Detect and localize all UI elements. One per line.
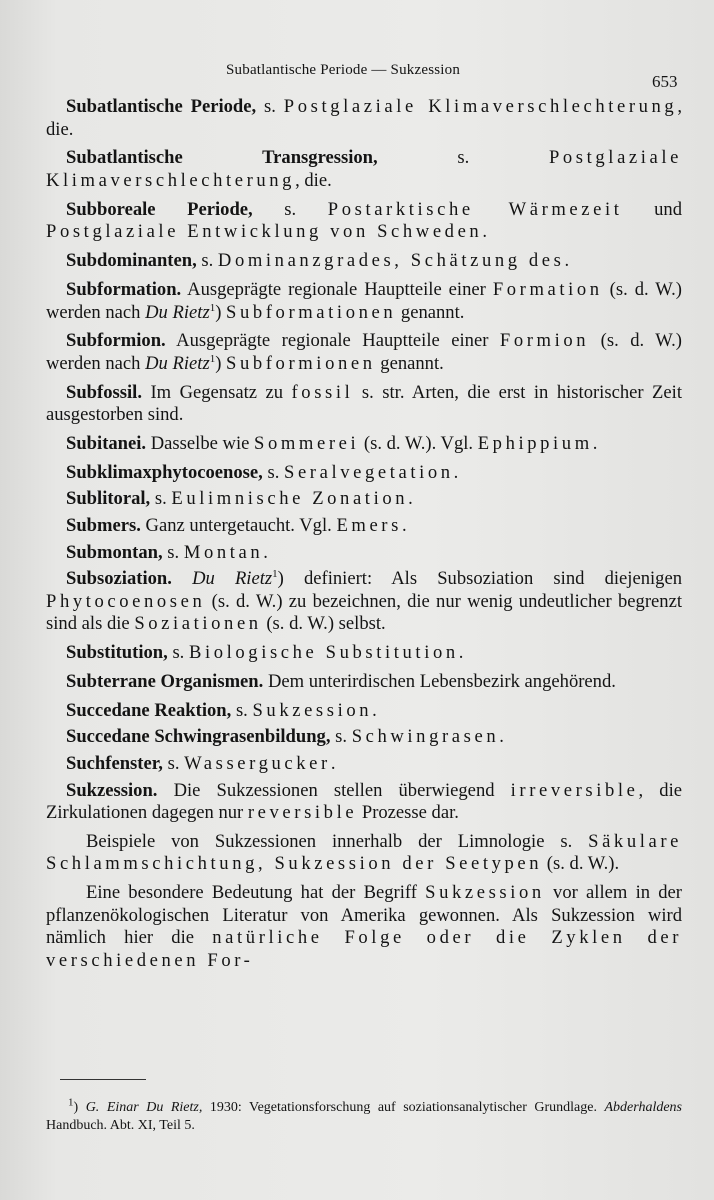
entry-term: Subfossil. (66, 381, 142, 403)
entry-term: Subklimaxphytocoenose, (66, 461, 263, 483)
entry-submers: Submers. Ganz untergetaucht. Vgl. Emers. (66, 515, 407, 536)
spaced-term: Subformionen (226, 352, 376, 374)
entry-subboreale-periode: Subboreale Periode, s. Postarktische Wärmezeit und Postglaziale Entwicklung von Schweden. (46, 198, 682, 243)
spaced-term: Subformationen (226, 301, 397, 323)
entry-substitution: Substitution, s. Biologische Substitution. (66, 642, 464, 664)
cross-reference: Postglaziale Entwicklung von Schweden (46, 221, 483, 243)
footnote-marker: 1 (209, 301, 216, 314)
entry-term: Subdominanten, (66, 250, 197, 272)
spaced-term: Formation (492, 278, 603, 300)
spaced-term: irreversible (510, 779, 639, 801)
cross-reference: Schwingrasen (351, 726, 500, 748)
entry-term: Subsoziation. (66, 568, 172, 590)
entry-subterrane-organismen: Subterrane Organismen. Dem unterirdischen Lebensbezirk angehörend. (66, 670, 616, 692)
spaced-term: Phytocoenosen (46, 590, 206, 612)
entry-submontan: Submontan, s. Montan. (66, 541, 268, 563)
entry-term: Succedane Schwingrasenbildung, (66, 726, 331, 748)
entry-term: Subitanei. (66, 433, 147, 455)
author-name: Du Rietz (192, 568, 273, 590)
spaced-term: Sukzession (425, 882, 545, 904)
author-name: Du Rietz (145, 352, 210, 374)
entry-subformion: Subformion. Ausgeprägte regionale Hauptteile einer Formion (s. d. W.) werden nach Du Rietz$^1$) Subformionen genannt. (46, 330, 682, 374)
entry-term: Sublitoral, (66, 488, 151, 510)
entry-term: Subformation. (66, 278, 182, 300)
spaced-term: Säkulare Schlammschichtung, Sukzession der Seetypen (46, 830, 682, 875)
entry-subitanei: Subitanei. Dasselbe wie Sommerei (s. d. W.). Vgl. Ephippium. (66, 433, 598, 455)
footnote-marker: 1 (272, 568, 278, 580)
entry-term: Submers. (66, 515, 141, 536)
entry-sublitoral: Sublitoral, s. Eulimnische Zonation. (66, 488, 413, 510)
cross-reference: Postarktische Wärmezeit (327, 198, 623, 220)
header-title: Subatlantische Periode — Sukzession (226, 62, 461, 78)
entry-term: Subformion. (66, 330, 166, 352)
spaced-term: fossil (291, 381, 354, 403)
page-number: 653 (652, 72, 678, 91)
spaced-term: Sommerei (254, 433, 360, 455)
entry-suchfenster: Suchfenster, s. Wassergucker. (66, 752, 336, 774)
spaced-term: Emers (336, 515, 402, 536)
author-name: G. Einar Du Rietz, (85, 1100, 203, 1115)
cross-reference: Eulimnische Zonation (171, 488, 409, 510)
publisher-name: Abderhaldens (604, 1100, 682, 1115)
entry-subatlantische-periode: Subatlantische Periode, s. Postglaziale Klimaverschlechterung, die. (46, 96, 682, 140)
entry-term: Subatlantische Transgression, (66, 147, 378, 169)
footnote-marker: 1 (68, 1096, 74, 1109)
entry-term: Subatlantische Periode, (66, 96, 257, 117)
entry-subdominanten: Subdominanten, s. Dominanzgrades, Schätzung des. (66, 250, 570, 272)
paragraph-bedeutung: Eine besondere Bedeutung hat der Begriff Sukzession vor allem in der pflanzenökologischen Literatur von Amerika gewonnen. Als Sukzession wird nämlich hier die natürliche Folge oder die Zyklen der verschiedenen For- (46, 882, 682, 972)
cross-reference: Biologische Substitution (188, 642, 459, 664)
entry-subatlantische-transgression: Subatlantische Transgression, s. Postglaziale Klimaverschlechterung, die. (46, 147, 683, 191)
cross-reference: Seralvegetation (284, 461, 454, 483)
entry-term: Subboreale Periode, (66, 198, 253, 220)
entry-subformation: Subformation. Ausgeprägte regionale Hauptteile einer Formation (s. d. W.) werden nach Du Rietz$^1$) Subformationen genannt. (46, 278, 682, 323)
entry-term: Substitution, (66, 642, 168, 664)
entry-term: Suchfenster, (66, 752, 163, 774)
entry-succedane-schwingrasenbildung: Succedane Schwingrasenbildung, s. Schwingrasen. (66, 726, 504, 748)
author-name: Du Rietz (145, 301, 210, 323)
spaced-term: Formion (499, 330, 590, 352)
footnote-marker: 1 (209, 352, 216, 365)
cross-reference: Montan (183, 541, 264, 563)
spaced-term: Soziationen (134, 613, 262, 635)
cross-reference: Postglaziale Klimaverschlechterung (46, 147, 683, 191)
entry-sukzession: Sukzession. Die Sukzessionen stellen überwiegend irreversible, die Zirkulationen dagegen nur reversible Prozesse dar. (46, 779, 683, 824)
entry-term: Sukzession. (66, 779, 158, 801)
spaced-term: reversible (247, 802, 358, 824)
entry-term: Submontan, (66, 541, 163, 563)
footnote: $^1$) G. Einar Du Rietz, 1930: Vegetationsforschung auf soziationsanalytischer Grundlage. Abderhaldens Handbuch. Abt. XI, Teil 5. (46, 1096, 682, 1133)
cross-reference: Postglaziale Klimaverschlechterung (283, 96, 678, 117)
dictionary-body (46, 96, 682, 979)
cross-reference: Wassergucker (184, 752, 331, 774)
footnote-divider (60, 1079, 146, 1080)
entry-succedane-reaktion: Succedane Reaktion, s. Sukzession. (66, 699, 377, 721)
spaced-term: natürliche Folge oder die Zyklen der verschiedenen For- (46, 927, 682, 972)
entry-term: Succedane Reaktion, (66, 699, 232, 721)
entry-term: Subterrane Organismen. (66, 670, 264, 692)
spaced-term: Ephippium (477, 433, 593, 455)
paragraph-beispiele: Beispiele von Sukzessionen innerhalb der Limnologie s. Säkulare Schlammschichtung, Sukzession der Seetypen (s. d. W.). (46, 830, 682, 875)
entry-subklimaxphytocoenose: Subklimaxphytocoenose, s. Seralvegetation. (66, 461, 459, 483)
running-header (0, 62, 714, 91)
entry-subsoziation: Subsoziation. Du Rietz$^1$) definiert: Als Subsoziation sind diejenigen Phytocoenosen (s. d. W.) zu bezeichnen, die nur wenig undeutlicher begrenzt sind als die Soziationen (s. d. W.) selbst. (46, 568, 683, 635)
entry-subfossil: Subfossil. Im Gegensatz zu fossil s. str. Arten, die erst in historischer Zeit ausgestorben sind. (46, 381, 682, 426)
cross-reference: Dominanzgrades, Schätzung des (217, 250, 565, 272)
cross-reference: Sukzession (252, 699, 373, 721)
